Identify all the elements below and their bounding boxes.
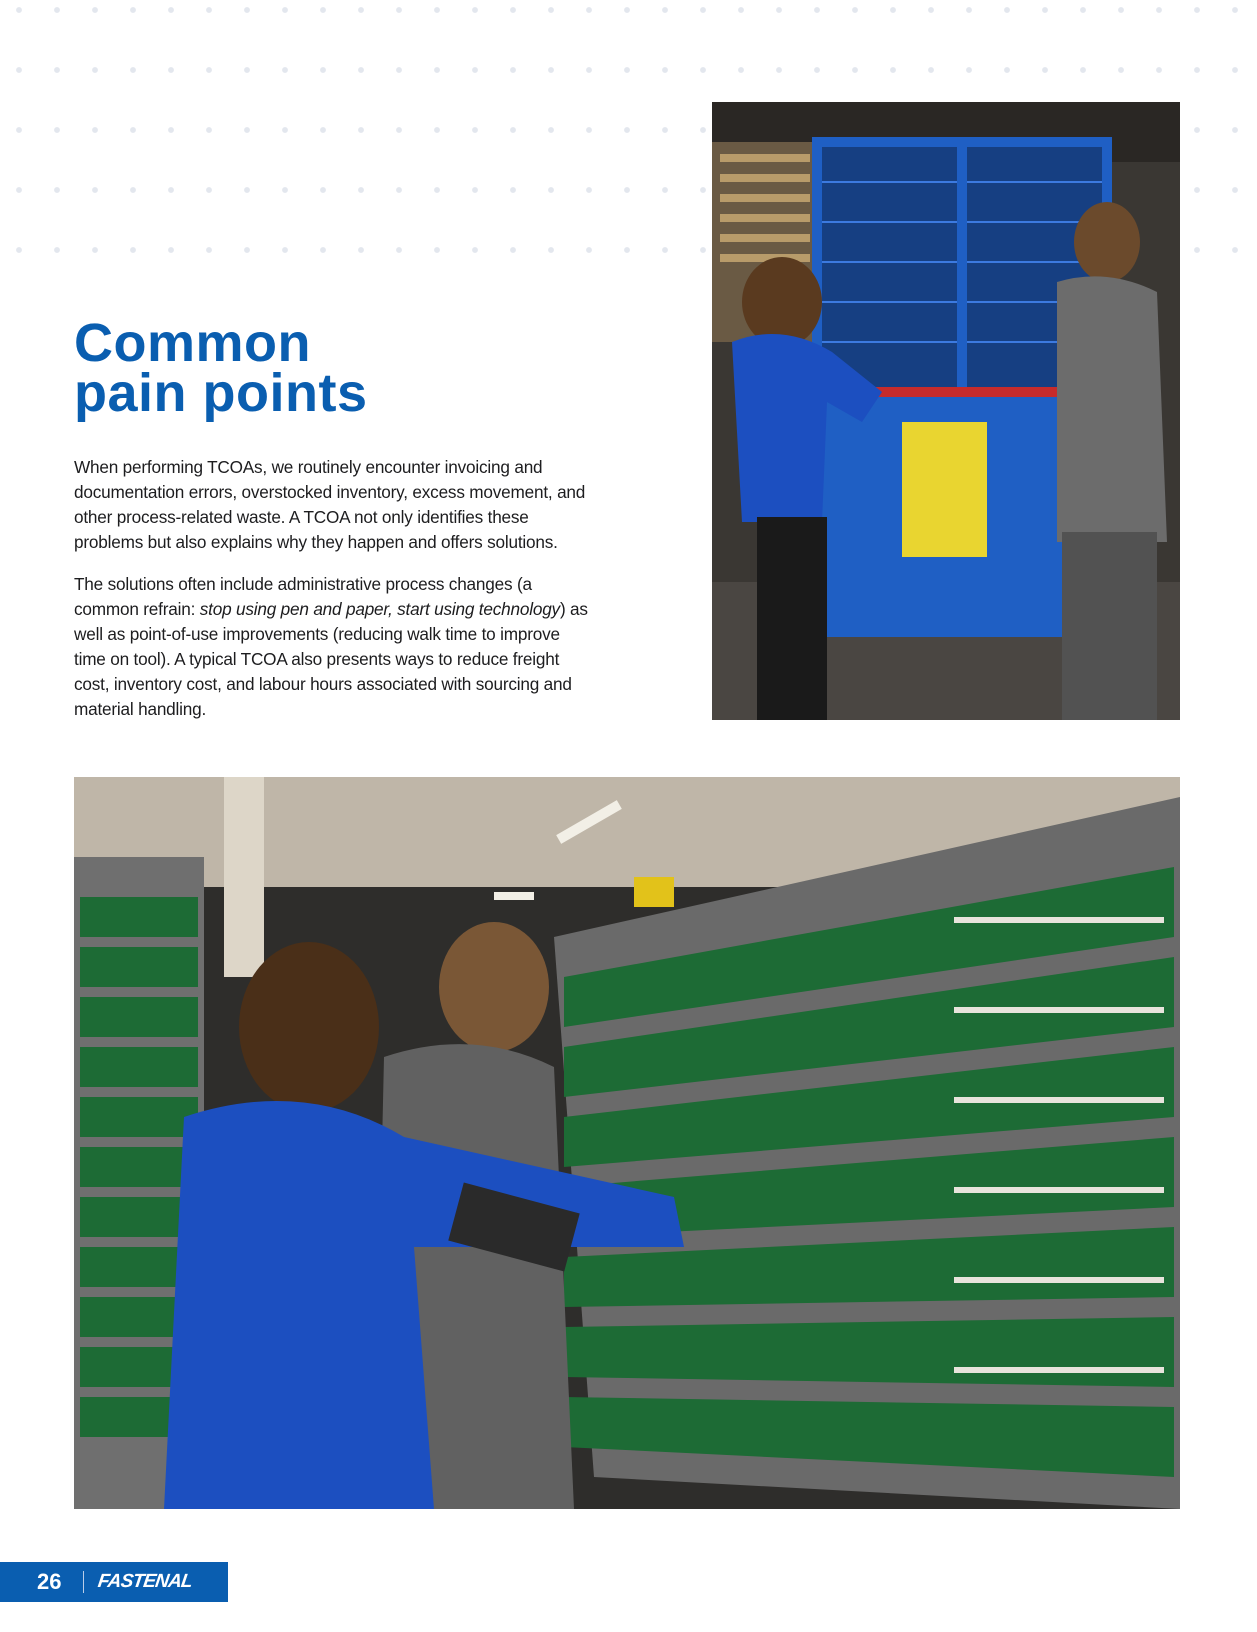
paragraph-2-text-start: The solutions often include administrative process changes (a common refrain: bbox=[74, 574, 532, 619]
photo-warehouse-aisle bbox=[74, 777, 1180, 1509]
page-title-line-1: Common bbox=[74, 313, 311, 373]
page-title bbox=[74, 313, 368, 423]
page-number: 26 bbox=[37, 1569, 62, 1594]
footer-divider bbox=[83, 1571, 84, 1593]
page-footer bbox=[0, 1562, 228, 1602]
paragraph-2-text-end: ) as well as point-of-use improvements (reducing walk time to improve time on tool). A typical TCOA also presents ways to reduce freight cost, inventory cost, and labour hours associated with sourcing and material handling. bbox=[74, 599, 588, 719]
paragraph-1: When performing TCOAs, we routinely encounter invoicing and documentation errors, overstocked inventory, excess movement, and other process-related waste. A TCOA not only identifies these problems but also explains why they happen and offers solutions. bbox=[74, 457, 586, 552]
paragraph-2-italic-quote: stop using pen and paper, start using technology bbox=[199, 599, 560, 619]
paragraph-2 bbox=[74, 572, 594, 722]
photo-tool-cabinet bbox=[712, 102, 1180, 720]
brand-logo: FASTENAL bbox=[96, 1571, 194, 1592]
body-text bbox=[74, 455, 594, 739]
page-title-line-2: pain points bbox=[74, 363, 368, 423]
